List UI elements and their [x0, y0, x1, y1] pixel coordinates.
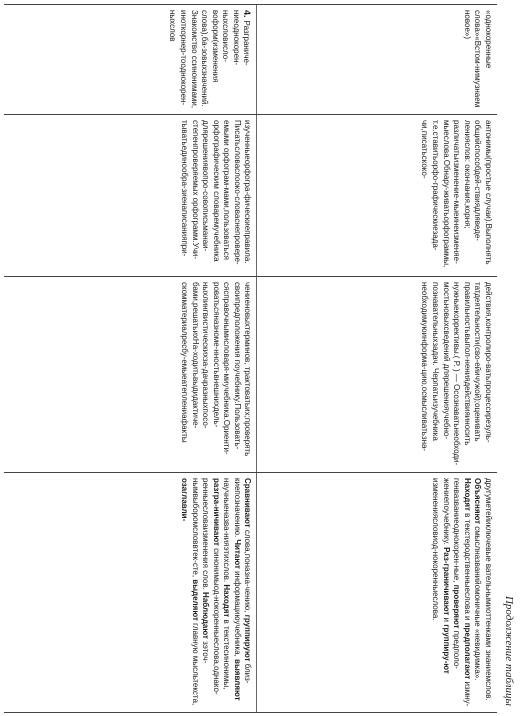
activities-text: действия,контролиро-ватьпроцессирезуль-татдеятельности(сво-ейичужой);оценивать правильностьвыпол-нениядействияиносить нужныекоррективы.( Р. ) — Осознаватьнеобходи-мостьновыхсведений длярешенияучебно-познавательныхзадач. Черпатьизучебника необходимуюинформа-цию,осмысливатьзна-	[420, 282, 493, 466]
keyword-text: Находят	[462, 478, 472, 511]
student-actions-text	[180, 478, 253, 705]
activities-cell	[257, 277, 497, 473]
body-text: научныеназва-нияэтихслов.	[222, 478, 232, 585]
keyword-text: разгра-ничивают	[211, 478, 221, 546]
skills-text: изученныеорфогра-фическиеправила. Писатьсловаслооко-словаснепровере-емыми орфограм-мами,пользоваться орфографическим словаремучебника длярешениявопро-совописьманаи-степенпроверяемых орфограмм.Учи-тыватьединообра-зиенаписанияпри-	[179, 120, 253, 265]
keyword-text: Находят	[222, 584, 232, 618]
body-text: слова,поназна-чению,	[243, 527, 253, 615]
body-text: зэточ-нымвыборомсловвтек-сте,	[190, 478, 211, 664]
table-row	[257, 5, 497, 713]
body-text: близ-киепозначению.	[232, 478, 253, 684]
skills-cell	[257, 115, 497, 277]
body-text: главную мысльтекста,	[190, 620, 200, 706]
body-text: и	[441, 615, 451, 625]
keyword-text: Читают	[232, 539, 242, 569]
body-text: изменениясловиод-нокоренныеслова.	[431, 478, 441, 621]
skills-text: антонимы(простые случаи).Выполнять общийспособдей-ствиядляведе-ленияслов: окончания,корня; различатьизменение-мыеинеизменяе-мыеслова.Обнару-живатьорфограммы, т.е.ставитьорфо-графическиезада-чи,писатьскоко-	[420, 120, 493, 268]
topic-text: Разграниче-ниеоднокорен-ныхсловисло-воформ(изменения слова),ба-зовыхзначений. Знакомство ссинонимами, иноткорнер-тооднокорен-ныхслов	[168, 10, 252, 109]
topic-cell	[4, 5, 257, 115]
topic-cell	[257, 5, 497, 115]
keyword-text: группиру-ют	[441, 624, 451, 674]
curriculum-table	[4, 4, 497, 713]
student-actions-cell	[257, 473, 497, 713]
keyword-text: выявляют	[232, 659, 242, 701]
body-text: синонимыод-нокоренныеслова,однако-ренныесловаизменения слов.	[201, 478, 221, 695]
body-text: измну-генвазваниеоднокорен-ные,	[452, 478, 472, 707]
body-text: смыслназванийомоничные «невидимка».	[473, 524, 483, 681]
activities-text: чениеновыхтерминов, трактоватьих;проверять своипредположения поучебнику.Пользовать-сясправочнымисловаря-миучебника.Ориенти-роватьсяназноме-нностьвнешнихдель-ныхлингвистическихза-дачразныхпосо-бами,решатьихНа-ходитьвыдидактиче-скомматериалресбу-емыеатеплениафакты	[179, 282, 253, 457]
table-caption: Продолжение таблицы	[503, 595, 515, 706]
body-text: информациюучебника,	[232, 568, 242, 660]
keyword-text: проверяют	[452, 584, 462, 629]
skills-cell	[4, 115, 257, 277]
keyword-text: группируют	[243, 614, 253, 662]
keyword-text: Объясняют	[473, 478, 483, 525]
keyword-text: выделяют	[190, 579, 200, 621]
body-text: предполо-жениепоучебнику.	[441, 478, 462, 669]
body-text: в текстесинонимы,	[222, 617, 232, 690]
keyword-text: озаглавли-	[179, 478, 189, 522]
activities-cell	[4, 277, 257, 473]
student-actions-text	[431, 478, 493, 706]
body-text: в текстеродственныеслова и	[462, 510, 472, 623]
body-text: другуметейиключевые вательнымиоттенками знаниемслов.	[484, 478, 493, 701]
keyword-text: Раз-граничивают	[441, 547, 451, 616]
keyword-text: предполагают	[462, 622, 472, 680]
topic-text: «однокоренные слова»«Встом-нимузнаем новое»)	[462, 10, 493, 108]
keyword-text: Наблюдают	[201, 592, 211, 639]
keyword-text: Сравнивают	[243, 478, 253, 528]
table-row	[4, 5, 257, 713]
row-number: 4.	[242, 10, 253, 18]
student-actions-cell	[4, 473, 257, 713]
